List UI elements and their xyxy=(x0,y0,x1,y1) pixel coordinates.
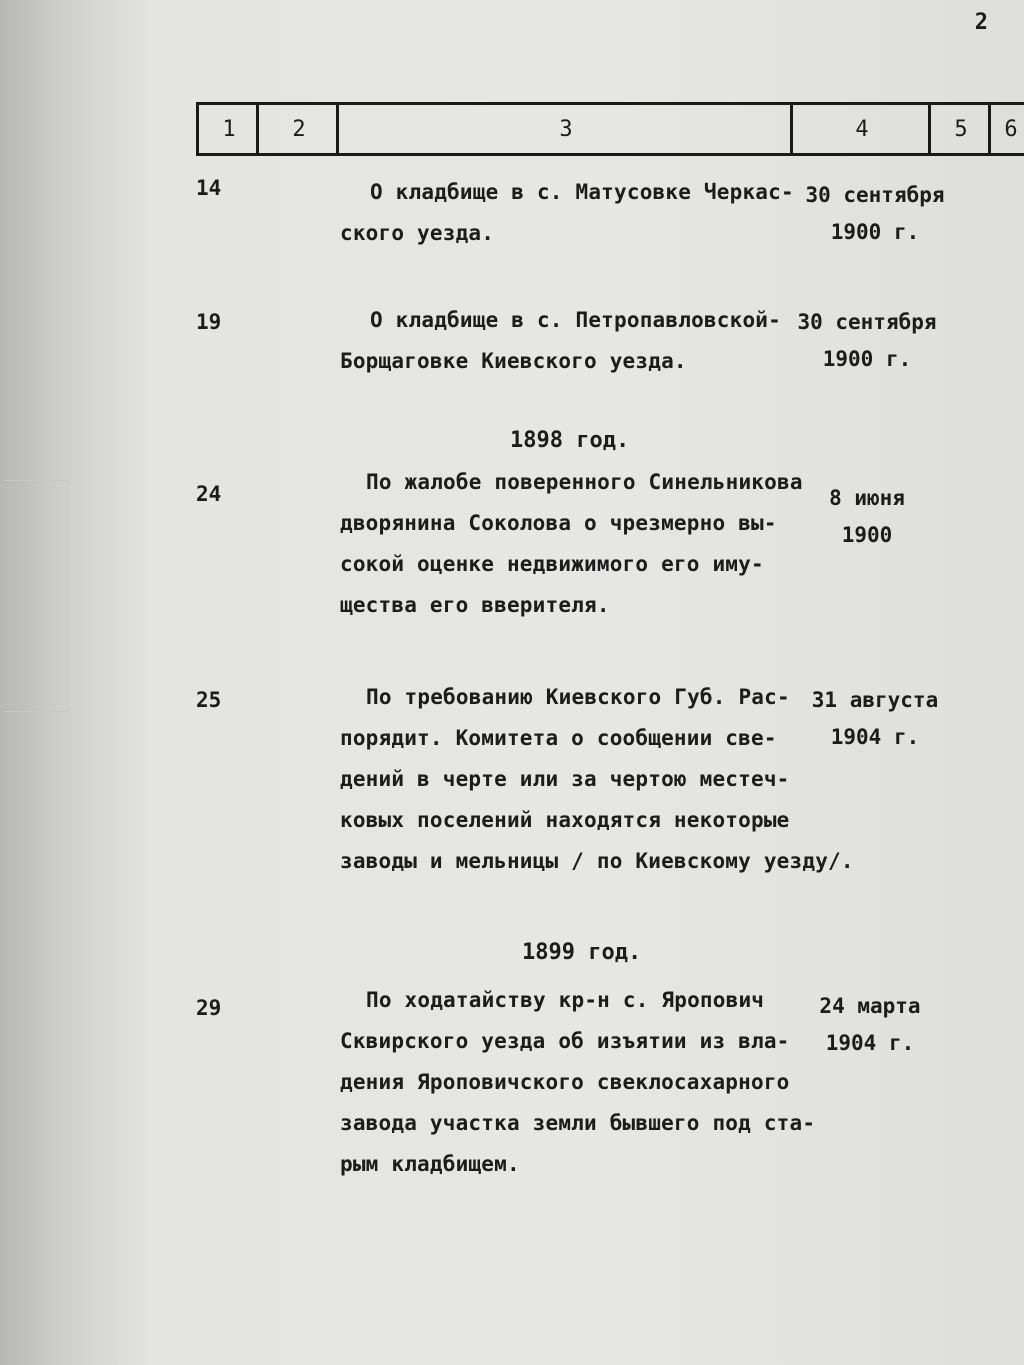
header-col-1: 1 xyxy=(196,105,259,153)
date-line: 1904 г. xyxy=(825,1031,915,1055)
header-col-3: 3 xyxy=(336,105,793,153)
bleed-through-box xyxy=(5,480,68,712)
entry-description xyxy=(340,980,816,1185)
date-line: 1900 xyxy=(841,523,893,547)
entry-line: ковых поселений находятся некоторые xyxy=(340,808,790,832)
entry-line: ского уезда. xyxy=(340,221,495,245)
entry-line: О кладбище в с. Петропавловской- xyxy=(370,308,781,332)
entry-date xyxy=(792,304,942,378)
date-line: 24 марта xyxy=(819,994,921,1018)
entry-number: 29 xyxy=(196,996,222,1020)
entry-date xyxy=(800,177,950,251)
entry-number: 25 xyxy=(196,688,222,712)
page-number: 2 xyxy=(974,10,988,35)
table-header xyxy=(196,102,1024,156)
entry-number: 24 xyxy=(196,482,222,506)
entry-line: рым кладбищем. xyxy=(340,1152,520,1176)
header-col-6: 6 xyxy=(988,105,1024,153)
entry-description xyxy=(340,300,810,382)
date-line: 1900 г. xyxy=(830,220,920,244)
entry-line: Борщаговке Киевского уезда. xyxy=(340,349,687,373)
header-col-5: 5 xyxy=(928,105,991,153)
entry-date xyxy=(812,480,922,554)
entry-description xyxy=(340,172,810,254)
date-line: 1900 г. xyxy=(822,347,912,371)
entry-line: дений в черте или за чертою местеч- xyxy=(340,767,790,791)
entry-line: щества его вверителя. xyxy=(340,593,610,617)
entry-line: порядит. Комитета о сообщении све- xyxy=(340,726,777,750)
date-line: 8 июня xyxy=(829,486,905,510)
header-col-4: 4 xyxy=(790,105,931,153)
year-heading: 1898 год. xyxy=(510,428,630,453)
entry-description xyxy=(340,462,816,626)
date-line: 30 сентября xyxy=(797,310,937,334)
entry-line: По требованию Киевского Губ. Рас- xyxy=(366,685,790,709)
entry-line: По жалобе поверенного Синельникова xyxy=(366,470,803,494)
entry-line: О кладбище в с. Матусовке Черкас- xyxy=(370,180,794,204)
date-line: 30 сентября xyxy=(805,183,945,207)
date-line: 1904 г. xyxy=(830,725,920,749)
entry-date xyxy=(810,988,930,1062)
entry-number: 14 xyxy=(196,176,222,200)
entry-date xyxy=(800,682,950,756)
entry-line: дворянина Соколова о чрезмерно вы- xyxy=(340,511,777,535)
date-line: 31 августа xyxy=(811,688,939,712)
header-col-2: 2 xyxy=(256,105,339,153)
entry-line: завода участка земли бывшего под ста- xyxy=(340,1111,816,1135)
entry-line: По ходатайству кр-н с. Яропович xyxy=(366,988,765,1012)
entry-line: сокой оценке недвижимого его иму- xyxy=(340,552,764,576)
entry-line: дения Яроповичского свеклосахарного xyxy=(340,1070,790,1094)
entry-number: 19 xyxy=(196,310,222,334)
entry-description xyxy=(340,677,866,882)
year-heading: 1899 год. xyxy=(522,940,642,965)
entry-line: Сквирского уезда об изъятии из вла- xyxy=(340,1029,790,1053)
entry-line: заводы и мельницы / по Киевскому уезду/. xyxy=(340,849,854,873)
